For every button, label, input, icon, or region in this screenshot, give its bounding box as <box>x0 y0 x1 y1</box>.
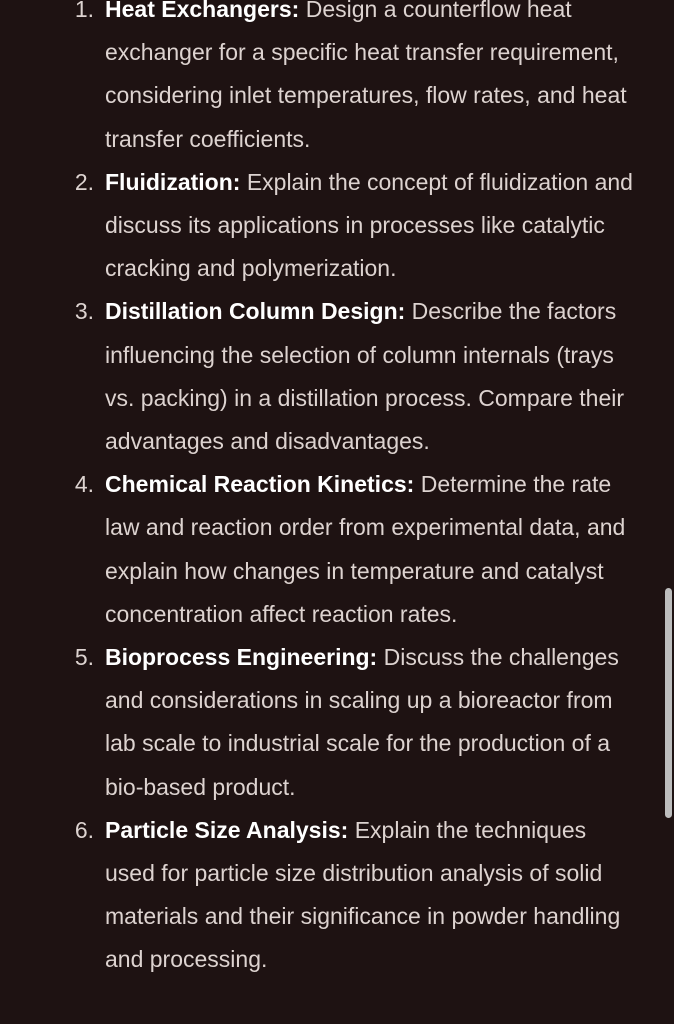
list-item <box>0 636 674 809</box>
list-item-title: Bioprocess Engineering: <box>105 644 384 671</box>
list-item <box>0 809 674 982</box>
scrollbar[interactable] <box>660 0 674 1024</box>
list-item <box>0 161 674 291</box>
list-item-number: 3. <box>74 298 94 325</box>
list-item-title: Distillation Column Design: <box>105 298 412 325</box>
list-item-text: Design a counterflow heat exchanger for a specific heat transfer requirement, considering inlet temperatures, flow rates, and heat transfer coefficients. <box>105 0 627 152</box>
list-item-text: Explain the techniques used for particle size distribution analysis of solid materials and their significance in powder handling and processing. <box>105 816 621 973</box>
list-item <box>0 0 674 161</box>
list-item-text: Describe the factors influencing the selection of column internals (trays vs. packing) in a distillation process. Compare their advantages and disadvantages. <box>105 298 625 455</box>
list-item-title: Fluidization: <box>105 168 247 195</box>
list-item-text: Discuss the challenges and considerations in scaling up a bioreactor from lab scale to industrial scale for the production of a bio-based product. <box>105 644 619 800</box>
list-item-number: 1. <box>74 0 94 22</box>
list-item-number: 6. <box>74 816 94 843</box>
list-item-title: Heat Exchangers: <box>105 0 306 22</box>
list-item-text: Determine the rate law and reaction order from experimental data, and explain how changes in temperature and catalyst concentration affect reaction rates. <box>105 471 626 627</box>
list-item-title: Chemical Reaction Kinetics: <box>105 471 421 498</box>
scrollbar-thumb[interactable] <box>665 588 672 818</box>
list-item-text: Explain the concept of fluidization and discuss its applications in processes like catalytic cracking and polymerization. <box>105 168 633 282</box>
list-item-number: 2. <box>74 168 94 195</box>
list-item <box>0 290 674 463</box>
list-item-number: 5. <box>74 644 94 671</box>
list-item-title: Particle Size Analysis: <box>105 816 355 843</box>
list-item-number: 4. <box>74 471 94 498</box>
list-item <box>0 463 674 636</box>
